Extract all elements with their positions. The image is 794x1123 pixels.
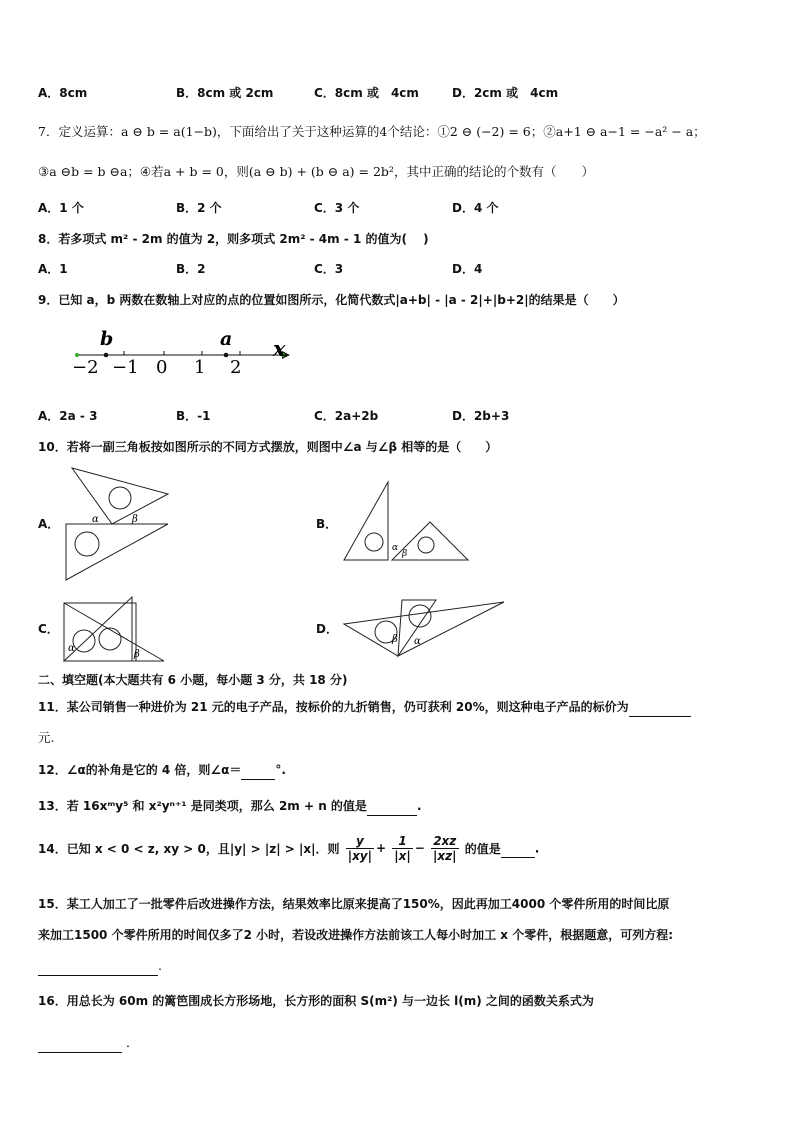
q7-option-c: C．3 个 [314,201,360,215]
q8-options [38,260,758,278]
q8-option-c: C．3 [314,262,344,276]
q14-tail: 的值是 [464,842,501,856]
q13-stem: 13．若 16xᵐy⁵ 和 x²yⁿ⁺¹ 是同类项，那么 2m + n 的值是 [38,799,367,813]
q10a-alpha: α [92,514,99,525]
q14-answer-blank[interactable] [501,843,535,858]
q11-tail: 元. [38,730,55,745]
q10a-beta: β [132,514,138,525]
q10-figure-d [340,594,508,662]
q9-label-a: a [220,328,233,350]
q14-text: 14．已知 x < 0 < z, xy > 0，且|y| > |z| > |x|．则 $\frac{y}{|xy|}$ + $\frac{1}{|x|}$ − $\frac{2xz}{|xz|}$ 的值是 . [38,834,540,863]
q11-stem: 11．某公司销售一种进价为 21 元的电子产品，按标价的九折销售，仍可获利 20%，则这种电子产品的标价为 [38,700,629,714]
q9-tick-label: −1 [112,357,139,377]
q15-line2: 来加工1500 个零件所用的时间仅多了2 小时，若设改进操作方法前该工人每小时加工 x 个零件，根据题意，可列方程: [38,928,674,942]
q10c-alpha: α [68,643,75,654]
q12-text [38,761,286,780]
q9-tick-label: 1 [194,357,206,377]
section2-heading: 二、填空题(本大题共有 6 小题，每小题 3 分，共 18 分) [38,673,348,687]
q12-answer-blank[interactable] [241,765,275,780]
q16-line1: 16．用总长为 60m 的篱笆围成长方形场地，长方形的面积 S(m²) 与一边长 l(m) 之间的函数关系式为 [38,994,594,1008]
q6-option-d: D．2cm 或 4cm [452,86,559,100]
q6-option-a: A．8cm [38,86,88,100]
q9-option-d: D．2b+3 [452,409,510,423]
q16-answer: ． [38,1033,139,1053]
q10d-alpha: α [414,636,421,647]
q7-line2: ③a ⊖b = b ⊖a；④若a + b = 0，则(a ⊖ b) + (b ⊖ a) = 2b²，其中正确的结论的个数有（ ） [38,164,594,179]
q14-fraction-3: $\frac{2xz}{|xz|}$ [433,834,457,863]
q6-option-c: C．8cm 或 4cm [314,86,419,100]
q7-option-a: A．1 个 [38,201,84,215]
q6-options [38,84,758,102]
q10b-beta: β [402,549,408,559]
q12-stem: 12．∠α的补角是它的 4 倍，则∠α＝ [38,763,242,777]
q10-figure-b [340,478,475,564]
q9-option-c: C．2a+2b [314,409,379,423]
q13-text [38,797,422,816]
q7-option-d: D．4 个 [452,201,499,215]
q14-fraction-1: $\frac{y}{|xy|}$ [347,834,373,863]
q8-option-b: B．2 [176,262,206,276]
q10-label-c: C． [38,622,59,636]
q15-line1: 15．某工人加工了一批零件后改进操作方法，结果效率比原来提高了150%，因此再加工4000 个零件所用的时间比原 [38,897,670,911]
q11-text [38,698,691,717]
q7-options [38,199,758,217]
q10-label-d: D． [316,622,338,636]
q11-answer-blank[interactable] [629,702,691,717]
q10-figure-a [60,462,175,582]
q9-text: 9．已知 a，b 两数在数轴上对应的点的位置如图所示，化简代数式|a+b| - |a - 2|+|b+2|的结果是（ ） [38,293,625,307]
q10d-beta: β [392,634,398,645]
q8-text: 8．若多项式 m² - 2m 的值为 2，则多项式 2m² - 4m - 1 的值为( ) [38,232,429,246]
q13-tail: . [416,799,422,813]
q9-options [38,407,758,425]
q7-option-b: B．2 个 [176,201,222,215]
q15-answer-blank[interactable] [38,960,158,976]
q8-option-d: D．4 [452,262,483,276]
q9-label-b: b [100,328,114,350]
q9-tick-label: 0 [156,357,168,377]
q9-option-b: B．-1 [176,409,211,423]
q9-tick-label: −2 [72,357,99,377]
q10-label-b: B． [316,517,338,531]
q9-option-a: A．2a - 3 [38,409,98,423]
q10c-beta: β [134,649,140,660]
q9-axis-label: x [273,336,286,361]
q10-figure-c [60,593,175,665]
q6-option-b: B．8cm 或 2cm [176,86,274,100]
q10-label-a: A． [38,517,60,531]
q16-answer-blank[interactable] [38,1037,122,1053]
q8-option-a: A．1 [38,262,68,276]
q10b-alpha: α [392,543,399,553]
q9-number-line [68,325,298,377]
q13-answer-blank[interactable] [367,801,417,816]
q10-text: 10．若将一副三角板按如图所示的不同方式摆放，则图中∠a 与∠β 相等的是（ ） [38,440,498,454]
q9-tick-label: 2 [230,357,242,377]
q14-stem: 14．已知 x < 0 < z, xy > 0，且|y| > |z| > |x|．则 [38,842,340,856]
q9-point-a [224,353,229,358]
q15-answer: . [38,958,162,976]
q14-fraction-2: $\frac{1}{|x|}$ [394,834,411,863]
q7-line1: 7．定义运算：a ⊖ b = a(1−b)，下面给出了关于这种运算的4个结论：①2 ⊖ (−2) = 6；②a+1 ⊖ a−1 = −a² − a； [38,124,706,139]
q9-point-b [104,353,109,358]
q12-tail: °. [275,763,286,777]
